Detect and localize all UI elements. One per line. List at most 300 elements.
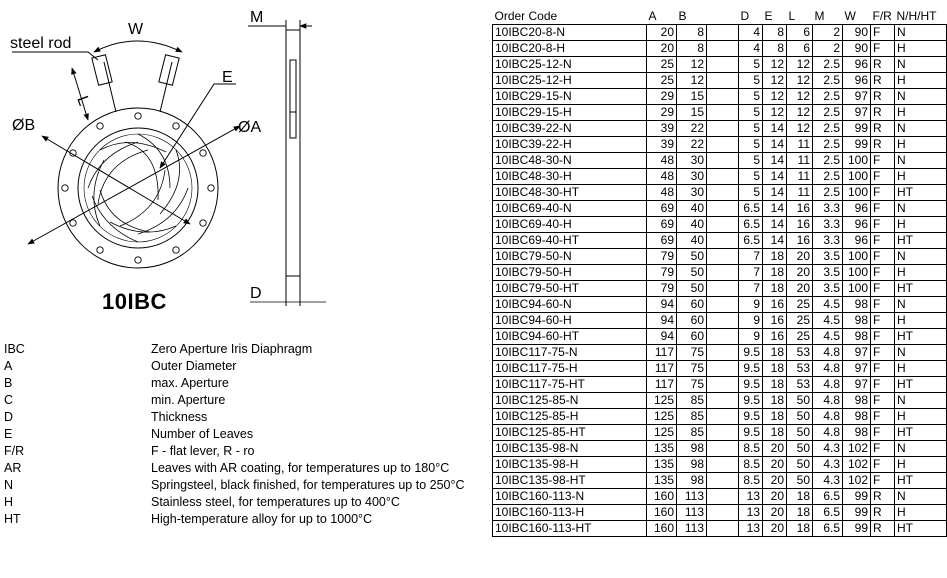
- outer-ring: [58, 108, 218, 268]
- order-code-cell: 10IBC94-60-HT: [493, 329, 647, 345]
- table-cell: 18: [787, 489, 813, 505]
- table-cell: [707, 153, 739, 169]
- order-code-cell: 10IBC39-22-H: [493, 137, 647, 153]
- table-cell: H: [895, 361, 947, 377]
- table-cell: [707, 201, 739, 217]
- order-code-cell: 10IBC117-75-HT: [493, 377, 647, 393]
- table-cell: R: [871, 57, 895, 73]
- table-cell: F: [871, 345, 895, 361]
- table-cell: 14: [763, 121, 787, 137]
- table-row: [493, 521, 947, 537]
- table-row: [493, 41, 947, 57]
- table-cell: 6.5: [813, 489, 843, 505]
- table-cell: 97: [843, 105, 871, 121]
- table-cell: 98: [843, 313, 871, 329]
- table-cell: 20: [763, 473, 787, 489]
- table-cell: N: [895, 441, 947, 457]
- table-cell: F: [871, 297, 895, 313]
- table-cell: 99: [843, 121, 871, 137]
- table-row: [493, 393, 947, 409]
- table-cell: 4: [739, 41, 763, 57]
- table-cell: F: [871, 425, 895, 441]
- table-cell: 53: [787, 361, 813, 377]
- table-row: [493, 441, 947, 457]
- table-row: [493, 153, 947, 169]
- table-row: [493, 409, 947, 425]
- table-row: [493, 169, 947, 185]
- order-code-cell: 10IBC117-75-N: [493, 345, 647, 361]
- table-cell: 50: [787, 441, 813, 457]
- table-cell: 16: [787, 217, 813, 233]
- table-cell: 113: [677, 521, 707, 537]
- table-cell: 2.5: [813, 169, 843, 185]
- table-cell: 6.5: [813, 521, 843, 537]
- table-cell: R: [871, 137, 895, 153]
- table-cell: 4.5: [813, 297, 843, 313]
- table-cell: 102: [843, 457, 871, 473]
- table-cell: N: [895, 57, 947, 73]
- table-cell: 7: [739, 281, 763, 297]
- label-b: ØB: [12, 117, 36, 134]
- table-cell: HT: [895, 521, 947, 537]
- table-cell: 85: [677, 409, 707, 425]
- table-cell: 13: [739, 505, 763, 521]
- table-cell: [707, 489, 739, 505]
- table-cell: 85: [677, 393, 707, 409]
- table-cell: 14: [763, 153, 787, 169]
- table-cell: F: [871, 153, 895, 169]
- table-cell: [707, 265, 739, 281]
- order-code-cell: 10IBC69-40-H: [493, 217, 647, 233]
- table-cell: 125: [647, 409, 677, 425]
- order-code-cell: 10IBC125-85-H: [493, 409, 647, 425]
- table-cell: [707, 473, 739, 489]
- table-cell: 16: [763, 329, 787, 345]
- table-row: [493, 249, 947, 265]
- table-cell: 12: [787, 57, 813, 73]
- table-cell: H: [895, 505, 947, 521]
- legend-key: IBC: [4, 342, 25, 356]
- table-cell: 14: [763, 137, 787, 153]
- table-cell: 48: [647, 153, 677, 169]
- table-cell: 75: [677, 361, 707, 377]
- table-cell: N: [895, 201, 947, 217]
- table-row: [493, 377, 947, 393]
- table-cell: 79: [647, 281, 677, 297]
- table-cell: 20: [763, 521, 787, 537]
- table-cell: F: [871, 393, 895, 409]
- legend-value: F - flat lever, R - ro: [151, 444, 255, 458]
- table-cell: 94: [647, 297, 677, 313]
- table-row: [493, 361, 947, 377]
- table-cell: 100: [843, 153, 871, 169]
- table-cell: [707, 313, 739, 329]
- table-cell: 25: [787, 329, 813, 345]
- table-cell: 8.5: [739, 473, 763, 489]
- table-cell: 98: [843, 425, 871, 441]
- order-code-cell: 10IBC48-30-N: [493, 153, 647, 169]
- table-cell: 53: [787, 377, 813, 393]
- table-row: [493, 489, 947, 505]
- table-cell: 6: [787, 25, 813, 41]
- table-cell: F: [871, 185, 895, 201]
- table-cell: 20: [787, 281, 813, 297]
- table-cell: F: [871, 457, 895, 473]
- table-cell: N: [895, 393, 947, 409]
- table-cell: 117: [647, 345, 677, 361]
- table-cell: 39: [647, 121, 677, 137]
- table-cell: 18: [787, 505, 813, 521]
- table-cell: 5: [739, 153, 763, 169]
- table-cell: [707, 105, 739, 121]
- table-cell: 98: [843, 409, 871, 425]
- table-cell: 8.5: [739, 457, 763, 473]
- table-cell: 18: [763, 425, 787, 441]
- table-cell: 2.5: [813, 105, 843, 121]
- table-cell: [707, 217, 739, 233]
- table-cell: 12: [677, 73, 707, 89]
- table-cell: 135: [647, 441, 677, 457]
- technical-drawing: [0, 0, 490, 340]
- table-cell: F: [871, 361, 895, 377]
- table-cell: 50: [787, 457, 813, 473]
- table-cell: 30: [677, 185, 707, 201]
- column-header: [707, 9, 739, 25]
- legend-value: Zero Aperture Iris Diaphragm: [151, 342, 313, 356]
- table-cell: 12: [763, 89, 787, 105]
- legend-value: Leaves with AR coating, for temperatures up to 180°C: [151, 461, 450, 475]
- table-cell: [707, 345, 739, 361]
- side-view-body: [286, 30, 300, 276]
- table-cell: F: [871, 441, 895, 457]
- table-cell: H: [895, 313, 947, 329]
- legend-key: C: [4, 393, 14, 407]
- table-cell: 4.8: [813, 377, 843, 393]
- table-cell: N: [895, 89, 947, 105]
- table-cell: 20: [763, 457, 787, 473]
- order-code-cell: 10IBC160-113-N: [493, 489, 647, 505]
- table-cell: 29: [647, 105, 677, 121]
- table-cell: [707, 361, 739, 377]
- table-cell: 50: [677, 265, 707, 281]
- table-cell: 9.5: [739, 361, 763, 377]
- legend-key: AR: [4, 461, 22, 475]
- column-header: L: [788, 9, 796, 23]
- table-row: [493, 233, 947, 249]
- mounting-holes: [62, 113, 214, 263]
- table-cell: 16: [787, 201, 813, 217]
- table-cell: 6.5: [813, 505, 843, 521]
- table-cell: 3.5: [813, 249, 843, 265]
- table-cell: H: [895, 73, 947, 89]
- table-header-row: [493, 9, 947, 25]
- table-cell: 8.5: [739, 441, 763, 457]
- table-cell: 18: [787, 521, 813, 537]
- table-cell: [707, 121, 739, 137]
- table-cell: [707, 185, 739, 201]
- table-cell: 25: [787, 313, 813, 329]
- table-cell: 2.5: [813, 137, 843, 153]
- order-code-cell: 10IBC117-75-H: [493, 361, 647, 377]
- table-cell: 50: [787, 409, 813, 425]
- table-cell: 40: [677, 217, 707, 233]
- table-cell: 2.5: [813, 57, 843, 73]
- legend-key: A: [4, 359, 13, 373]
- table-row: [493, 121, 947, 137]
- table-cell: 9.5: [739, 393, 763, 409]
- order-code-cell: 10IBC94-60-H: [493, 313, 647, 329]
- order-code-cell: 10IBC25-12-N: [493, 57, 647, 73]
- table-cell: F: [871, 169, 895, 185]
- table-cell: 18: [763, 393, 787, 409]
- table-cell: HT: [895, 425, 947, 441]
- table-cell: 15: [677, 89, 707, 105]
- table-cell: H: [895, 105, 947, 121]
- table-cell: 160: [647, 521, 677, 537]
- table-cell: 3.3: [813, 201, 843, 217]
- table-cell: 22: [677, 137, 707, 153]
- table-row: [493, 473, 947, 489]
- table-cell: 60: [677, 313, 707, 329]
- table-cell: 3.3: [813, 233, 843, 249]
- table-cell: N: [895, 249, 947, 265]
- table-cell: 160: [647, 505, 677, 521]
- table-cell: 5: [739, 89, 763, 105]
- table-cell: 125: [647, 393, 677, 409]
- table-cell: 2: [813, 25, 843, 41]
- order-code-cell: 10IBC69-40-HT: [493, 233, 647, 249]
- column-header: F/R: [872, 9, 892, 23]
- table-cell: 12: [787, 73, 813, 89]
- table-cell: 4.5: [813, 329, 843, 345]
- table-cell: 40: [677, 201, 707, 217]
- table-cell: H: [895, 265, 947, 281]
- table-cell: 50: [787, 393, 813, 409]
- table-cell: 9.5: [739, 345, 763, 361]
- table-cell: 18: [763, 345, 787, 361]
- table-cell: N: [895, 297, 947, 313]
- table-cell: 79: [647, 265, 677, 281]
- table-cell: 98: [843, 297, 871, 313]
- table-cell: 98: [677, 473, 707, 489]
- legend-value: Springsteel, black finished, for temperatures up to 250°C: [151, 478, 465, 492]
- order-code-cell: 10IBC48-30-HT: [493, 185, 647, 201]
- table-cell: 98: [843, 329, 871, 345]
- table-cell: 12: [763, 105, 787, 121]
- steel-rods: [92, 55, 179, 112]
- table-cell: 14: [763, 201, 787, 217]
- table-cell: 20: [763, 441, 787, 457]
- table-row: [493, 25, 947, 41]
- table-cell: 9: [739, 297, 763, 313]
- table-cell: [707, 41, 739, 57]
- table-cell: 85: [677, 425, 707, 441]
- table-cell: 20: [647, 41, 677, 57]
- column-header: D: [740, 9, 750, 23]
- table-cell: 5: [739, 73, 763, 89]
- order-code-cell: 10IBC135-98-N: [493, 441, 647, 457]
- table-cell: [707, 25, 739, 41]
- table-row: [493, 505, 947, 521]
- table-cell: 5: [739, 185, 763, 201]
- table-cell: [707, 441, 739, 457]
- table-cell: 12: [787, 121, 813, 137]
- column-header: Order Code: [494, 9, 558, 23]
- table-row: [493, 345, 947, 361]
- table-cell: 22: [677, 121, 707, 137]
- order-code-cell: 10IBC39-22-N: [493, 121, 647, 137]
- table-cell: 4.3: [813, 473, 843, 489]
- table-cell: 6.5: [739, 201, 763, 217]
- table-cell: 98: [677, 457, 707, 473]
- table-cell: N: [895, 345, 947, 361]
- table-cell: H: [895, 409, 947, 425]
- label-m: M: [250, 9, 264, 26]
- table-cell: 11: [787, 169, 813, 185]
- table-cell: 100: [843, 169, 871, 185]
- table-cell: 30: [677, 169, 707, 185]
- legend-value: max. Aperture: [151, 376, 229, 390]
- legend-value: High-temperature alloy for up to 1000°C: [151, 512, 373, 526]
- column-header: M: [814, 9, 825, 23]
- table-cell: 94: [647, 329, 677, 345]
- order-code-cell: 10IBC29-15-H: [493, 105, 647, 121]
- order-code-cell: 10IBC160-113-HT: [493, 521, 647, 537]
- table-cell: 50: [787, 425, 813, 441]
- table-cell: 13: [739, 489, 763, 505]
- column-header: A: [648, 9, 657, 23]
- order-code-cell: 10IBC69-40-N: [493, 201, 647, 217]
- table-cell: N: [895, 25, 947, 41]
- table-cell: 3.3: [813, 217, 843, 233]
- table-cell: H: [895, 169, 947, 185]
- table-cell: 4.3: [813, 457, 843, 473]
- table-cell: 29: [647, 89, 677, 105]
- table-cell: 14: [763, 169, 787, 185]
- table-cell: 117: [647, 377, 677, 393]
- legend-value: Outer Diameter: [151, 359, 237, 373]
- table-cell: [707, 169, 739, 185]
- table-cell: 18: [763, 265, 787, 281]
- table-cell: 20: [787, 249, 813, 265]
- table-cell: 98: [843, 393, 871, 409]
- table-cell: H: [895, 217, 947, 233]
- table-cell: [707, 393, 739, 409]
- table-cell: F: [871, 329, 895, 345]
- table-cell: 9.5: [739, 377, 763, 393]
- order-code-cell: 10IBC125-85-N: [493, 393, 647, 409]
- table-row: [493, 313, 947, 329]
- table-cell: F: [871, 201, 895, 217]
- legend-value: min. Aperture: [151, 393, 226, 407]
- table-cell: 9.5: [739, 425, 763, 441]
- table-cell: 97: [843, 345, 871, 361]
- table-cell: 16: [763, 297, 787, 313]
- table-row: [493, 201, 947, 217]
- table-cell: 96: [843, 233, 871, 249]
- table-cell: 75: [677, 345, 707, 361]
- table-cell: 39: [647, 137, 677, 153]
- table-row: [493, 185, 947, 201]
- table-cell: H: [895, 41, 947, 57]
- table-cell: 16: [787, 233, 813, 249]
- table-cell: 117: [647, 361, 677, 377]
- table-cell: 8: [763, 25, 787, 41]
- table-cell: 53: [787, 345, 813, 361]
- table-cell: 18: [763, 377, 787, 393]
- table-cell: N: [895, 121, 947, 137]
- table-row: [493, 329, 947, 345]
- table-cell: H: [895, 137, 947, 153]
- table-cell: [707, 297, 739, 313]
- legend-key: N: [4, 478, 14, 492]
- table-cell: 5: [739, 169, 763, 185]
- table-cell: 113: [677, 505, 707, 521]
- table-cell: 90: [843, 41, 871, 57]
- table-row: [493, 265, 947, 281]
- table-cell: F: [871, 473, 895, 489]
- label-w: W: [128, 21, 144, 38]
- table-cell: 25: [647, 57, 677, 73]
- table-cell: 94: [647, 313, 677, 329]
- table-row: [493, 297, 947, 313]
- table-cell: H: [895, 457, 947, 473]
- table-cell: 97: [843, 361, 871, 377]
- table-cell: 8: [677, 41, 707, 57]
- table-cell: [707, 505, 739, 521]
- table-cell: [707, 89, 739, 105]
- table-cell: HT: [895, 281, 947, 297]
- table-cell: 125: [647, 425, 677, 441]
- table-row: [493, 137, 947, 153]
- table-cell: 16: [763, 313, 787, 329]
- table-cell: 8: [763, 41, 787, 57]
- table-cell: F: [871, 409, 895, 425]
- table-cell: HT: [895, 233, 947, 249]
- table-cell: [707, 249, 739, 265]
- label-e: E: [222, 69, 233, 86]
- table-cell: 96: [843, 57, 871, 73]
- table-cell: [707, 457, 739, 473]
- order-code-cell: 10IBC94-60-N: [493, 297, 647, 313]
- table-cell: N: [895, 489, 947, 505]
- table-cell: [707, 233, 739, 249]
- table-cell: F: [871, 217, 895, 233]
- table-cell: 135: [647, 473, 677, 489]
- table-cell: F: [871, 233, 895, 249]
- table-cell: 30: [677, 153, 707, 169]
- table-cell: HT: [895, 473, 947, 489]
- table-cell: 90: [843, 25, 871, 41]
- table-row: [493, 217, 947, 233]
- table-cell: 12: [787, 89, 813, 105]
- order-code-cell: 10IBC79-50-H: [493, 265, 647, 281]
- table-cell: 97: [843, 89, 871, 105]
- table-cell: 96: [843, 73, 871, 89]
- table-cell: 4.8: [813, 425, 843, 441]
- table-cell: 75: [677, 377, 707, 393]
- table-cell: 100: [843, 265, 871, 281]
- table-row: [493, 73, 947, 89]
- table-cell: 14: [763, 233, 787, 249]
- table-row: [493, 57, 947, 73]
- table-cell: 11: [787, 137, 813, 153]
- table-cell: R: [871, 73, 895, 89]
- table-cell: HT: [895, 185, 947, 201]
- table-cell: [707, 409, 739, 425]
- table-cell: R: [871, 105, 895, 121]
- table-cell: 2: [813, 41, 843, 57]
